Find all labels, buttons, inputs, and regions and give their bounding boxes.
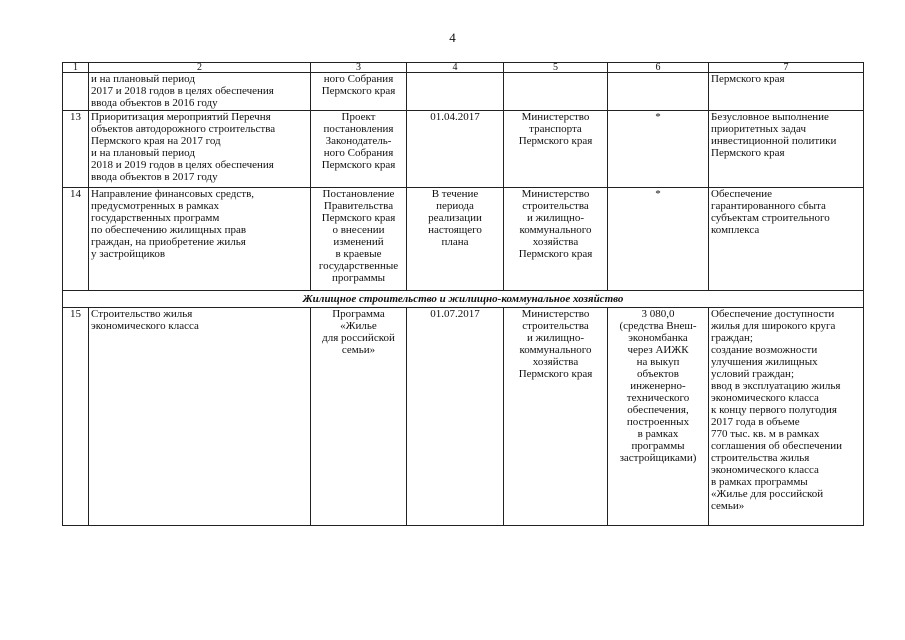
header-cell: 1: [63, 63, 89, 73]
row-number: [63, 73, 89, 111]
document-cell: Программа «Жилье для российской семьи»: [311, 308, 407, 526]
column-number-header: [63, 63, 864, 73]
table-row: [63, 111, 864, 188]
header-cell: 7: [709, 63, 864, 73]
table-row: [63, 188, 864, 291]
responsible-cell: Министерство строительства и жилищно- коммунального хозяйства Пермского края: [504, 188, 608, 291]
header-cell: 4: [407, 63, 504, 73]
document-cell: Постановление Правительства Пермского края о внесении изменений в краевые государственные программы: [311, 188, 407, 291]
section-row: [63, 291, 864, 308]
responsible-cell: [504, 73, 608, 111]
deadline-cell: 01.04.2017: [407, 111, 504, 188]
table-row: [63, 308, 864, 526]
deadline-cell: [407, 73, 504, 111]
action-cell: Приоритизация мероприятий Перечня объектов автодорожного строительства Пермского края на 2017 год и на плановый период 2018 и 2019 годов в целях обеспечения ввода объектов в 2017 году: [89, 111, 311, 188]
plan-table: [62, 62, 864, 526]
funding-cell: 3 080,0 (средства Внеш- экономбанка через АИЖК на выкуп объектов инженерно- технического обеспечения, построенных в рамках программы застройщиками): [608, 308, 709, 526]
header-cell: 3: [311, 63, 407, 73]
header-cell: 2: [89, 63, 311, 73]
action-cell: Направление финансовых средств, предусмотренных в рамках государственных программ по обеспечению жилищных прав граждан, на приобретение жилья у застройщиков: [89, 188, 311, 291]
section-title: Жилищное строительство и жилищно-коммунальное хозяйство: [63, 291, 864, 308]
result-cell: Обеспечение гарантированного сбыта субъектам строительного комплекса: [709, 188, 864, 291]
responsible-cell: Министерство транспорта Пермского края: [504, 111, 608, 188]
header-cell: 6: [608, 63, 709, 73]
result-cell: Обеспечение доступности жилья для широкого круга граждан; создание возможности улучшения жилищных условий граждан; ввод в эксплуатацию жилья экономического класса к концу первого полугодия 2017 года в объеме 770 тыс. кв. м в рамках соглашения об обеспечении строительства жилья экономического класса в рамках программы «Жилье для российской семьи»: [709, 308, 864, 526]
result-cell: Пермского края: [709, 73, 864, 111]
responsible-cell: Министерство строительства и жилищно- коммунального хозяйства Пермского края: [504, 308, 608, 526]
row-number: 15: [63, 308, 89, 526]
deadline-cell: 01.07.2017: [407, 308, 504, 526]
page-number: 4: [449, 30, 456, 45]
row-number: 14: [63, 188, 89, 291]
funding-cell: *: [608, 188, 709, 291]
row-number: 13: [63, 111, 89, 188]
deadline-cell: В течение периода реализации настоящего плана: [407, 188, 504, 291]
table-row: [63, 73, 864, 111]
funding-cell: *: [608, 111, 709, 188]
header-cell: 5: [504, 63, 608, 73]
result-cell: Безусловное выполнение приоритетных задач инвестиционной политики Пермского края: [709, 111, 864, 188]
document-cell: Проект постановления Законодатель- ного Собрания Пермского края: [311, 111, 407, 188]
funding-cell: [608, 73, 709, 111]
action-cell: Строительство жилья экономического класса: [89, 308, 311, 526]
document-cell: ного Собрания Пермского края: [311, 73, 407, 111]
action-cell: и на плановый период 2017 и 2018 годов в целях обеспечения ввода объектов в 2016 году: [89, 73, 311, 111]
